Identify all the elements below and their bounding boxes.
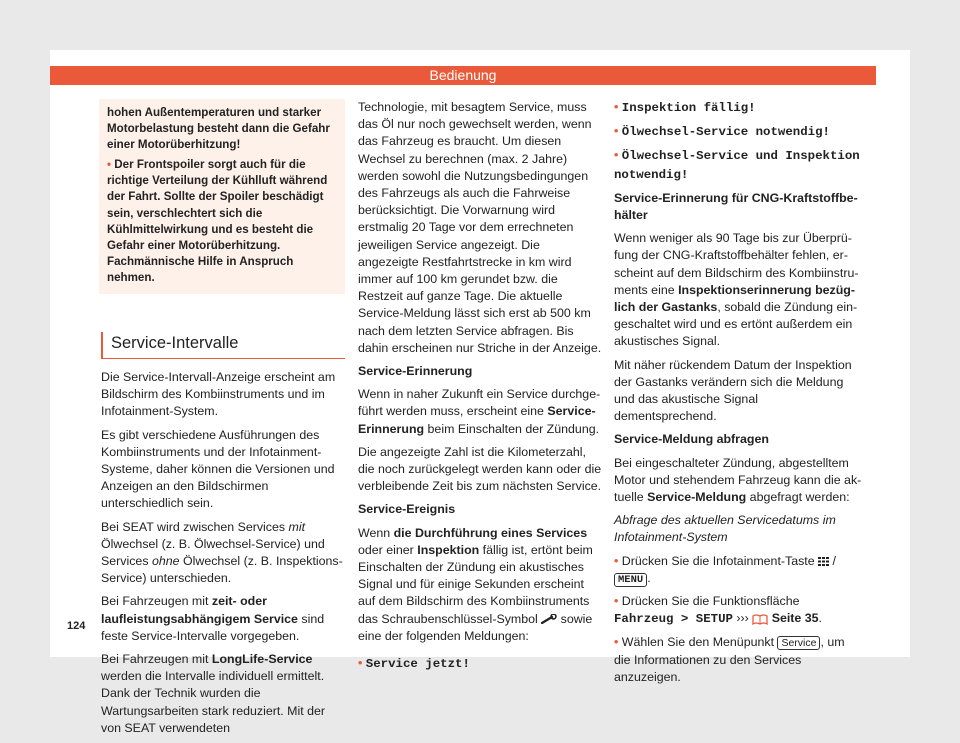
apps-grid-icon: [818, 557, 829, 566]
subheading: Service-Erinnerung: [358, 364, 473, 379]
bullet: •: [107, 158, 115, 172]
message-item: • Ölwechsel-Service und Inspektion notwendig!: [614, 148, 860, 182]
paragraph: Die Service-Intervall-Anzeige erscheint am Bildschirm des Kombiinstruments und im Infotainment-System.: [101, 370, 336, 419]
page-reference-link[interactable]: Seite 35: [768, 611, 819, 626]
paragraph: Die angezeigte Zahl ist die Kilometerzahl, die noch zurückgelegt werden kann oder die verbleibende Zeit bis zum nächsten Service.: [358, 444, 602, 494]
message-item: • Ölwechsel-Service notwendig!: [614, 124, 830, 140]
wrench-icon: [541, 614, 557, 624]
paragraph: Bei Fahrzeugen mit LongLife-Service werden die Intervalle individuell ermittelt. Dank der Technik wurden die Wartungsarbeiten stark reduziert. Mit der von SEAT verwendeten: [101, 652, 326, 735]
paragraph: Wenn in naher Zukunft ein Service durchgeführt werden muss, erscheint eine Service-Erinnerung beim Einschalten der Zündung.: [358, 387, 601, 436]
paragraph: Technologie, mit besagtem Service, muss das Öl nur noch gewechselt werden, wenn das Fahrzeug es braucht. Um diesen Wechsel zu berechnen (max. 2 Jahre) werden sowohl die Nutzungsbedingungen des Fahrzeugs als auch die Fahrweise berücksichtigt. Die Vorwarnung wird erstmalig 20 Tage vor dem errechneten jeweiligen Service angezeigt. Die angezeigte Restfahrtstrecke in km wird immer auf 100 km gerundet bzw. die Restzeit auf ganze Tage. Die aktuelle Service-Meldung lässt sich erst ab 500 km nach dem letzten Service abfragen. Bis dahin erscheinen nur Striche in der Anzeige.: [358, 100, 602, 355]
section-title: Service-Intervalle: [101, 332, 345, 359]
subheading: Service-Erinnerung für CNG-Kraftstoffbehälter: [614, 190, 858, 223]
warning-text-1: hohen Außentemperaturen und starker Motorbelastung besteht dann die Gefahr einer Motorüberhitzung!: [107, 106, 330, 152]
warning-box: [99, 99, 345, 294]
subheading: Service-Ereignis: [358, 502, 456, 517]
italic-caption: Abfrage des aktuellen Servicedatums im Infotainment-System: [614, 513, 836, 545]
step-2: • Drücken Sie die Funktionsfläche Fahrzeug > SETUP ››› Seite 35.: [614, 594, 822, 627]
paragraph: Wenn weniger als 90 Tage bis zur Überprüfung der CNG-Kraftstoffbehälter fehlen, erscheint auf dem Bildschirm des Kombiinstruments eine Inspektionserinnerung bezüglich der Gastanks, sobald die Zündung eingeschaltet wird und es ertönt außerdem ein akustisches Signal.: [614, 231, 859, 349]
paragraph: Bei eingeschalteter Zündung, abgestelltem Motor und stehendem Fahrzeug kann die aktuelle Service-Meldung abgefragt werden:: [614, 455, 862, 505]
paragraph: Bei SEAT wird zwischen Services mit Ölwechsel (z. B. Ölwechsel-Service) und Services ohne Ölwechsel (z. B. Inspektions-Service) unterschieden.: [101, 519, 343, 586]
page-header: Bedienung: [50, 66, 876, 85]
column-1: [101, 99, 345, 743]
column-3: [614, 99, 862, 692]
step-3: • Wählen Sie den Menüpunkt Service , um die Informationen zu den Services anzuzeigen.: [614, 635, 845, 684]
paragraph: Bei Fahrzeugen mit zeit- oder laufleistungsabhängigem Service sind feste Service-Intervalle vorgegeben.: [101, 594, 325, 643]
paragraph: Wenn die Durchführung eines Services oder einer Inspektion fällig ist, ertönt beim Einschalten der Zündung ein akustisches Signal und für einige Sekunden erscheint auf dem Bildschirm des Kombiinstruments das Schraubenschlüssel-Symbol sowie eine der folgenden Meldungen:: [358, 525, 593, 643]
paragraph: Mit näher rückendem Datum der Inspektion der Gastanks verändern sich die Meldung und das akustische Signal dementsprechend.: [614, 357, 852, 424]
message-item: • Inspektion fällig!: [614, 100, 756, 115]
menu-key: MENU: [614, 573, 647, 587]
message-item: • Service jetzt!: [358, 656, 470, 672]
warning-text-2: • Der Frontspoiler sorgt auch für die richtige Verteilung der Kühlluft während der Fahrt. Sollte der Spoiler beschädigt sein, verschlechtert sich die Kühlmittelwirkung und es besteht die Gefahr einer Motorüberhitzung. Fachmännische Hilfe in Anspruch nehmen.: [107, 158, 328, 284]
book-reference-icon[interactable]: [752, 614, 768, 625]
step-1: • Drücken Sie die Infotainment-Taste / MENU .: [614, 553, 836, 586]
subheading: Service-Meldung abfragen: [614, 432, 769, 447]
paragraph: Es gibt verschiedene Ausführungen des Kombiinstruments und der Infotainment-Systeme, daher können die Versionen und Anzeigen an den Bildschirmen unterschiedlich sein.: [101, 427, 335, 511]
service-menu-key: Service: [777, 636, 820, 650]
page-number: 124: [67, 620, 86, 632]
column-2: [358, 99, 602, 679]
